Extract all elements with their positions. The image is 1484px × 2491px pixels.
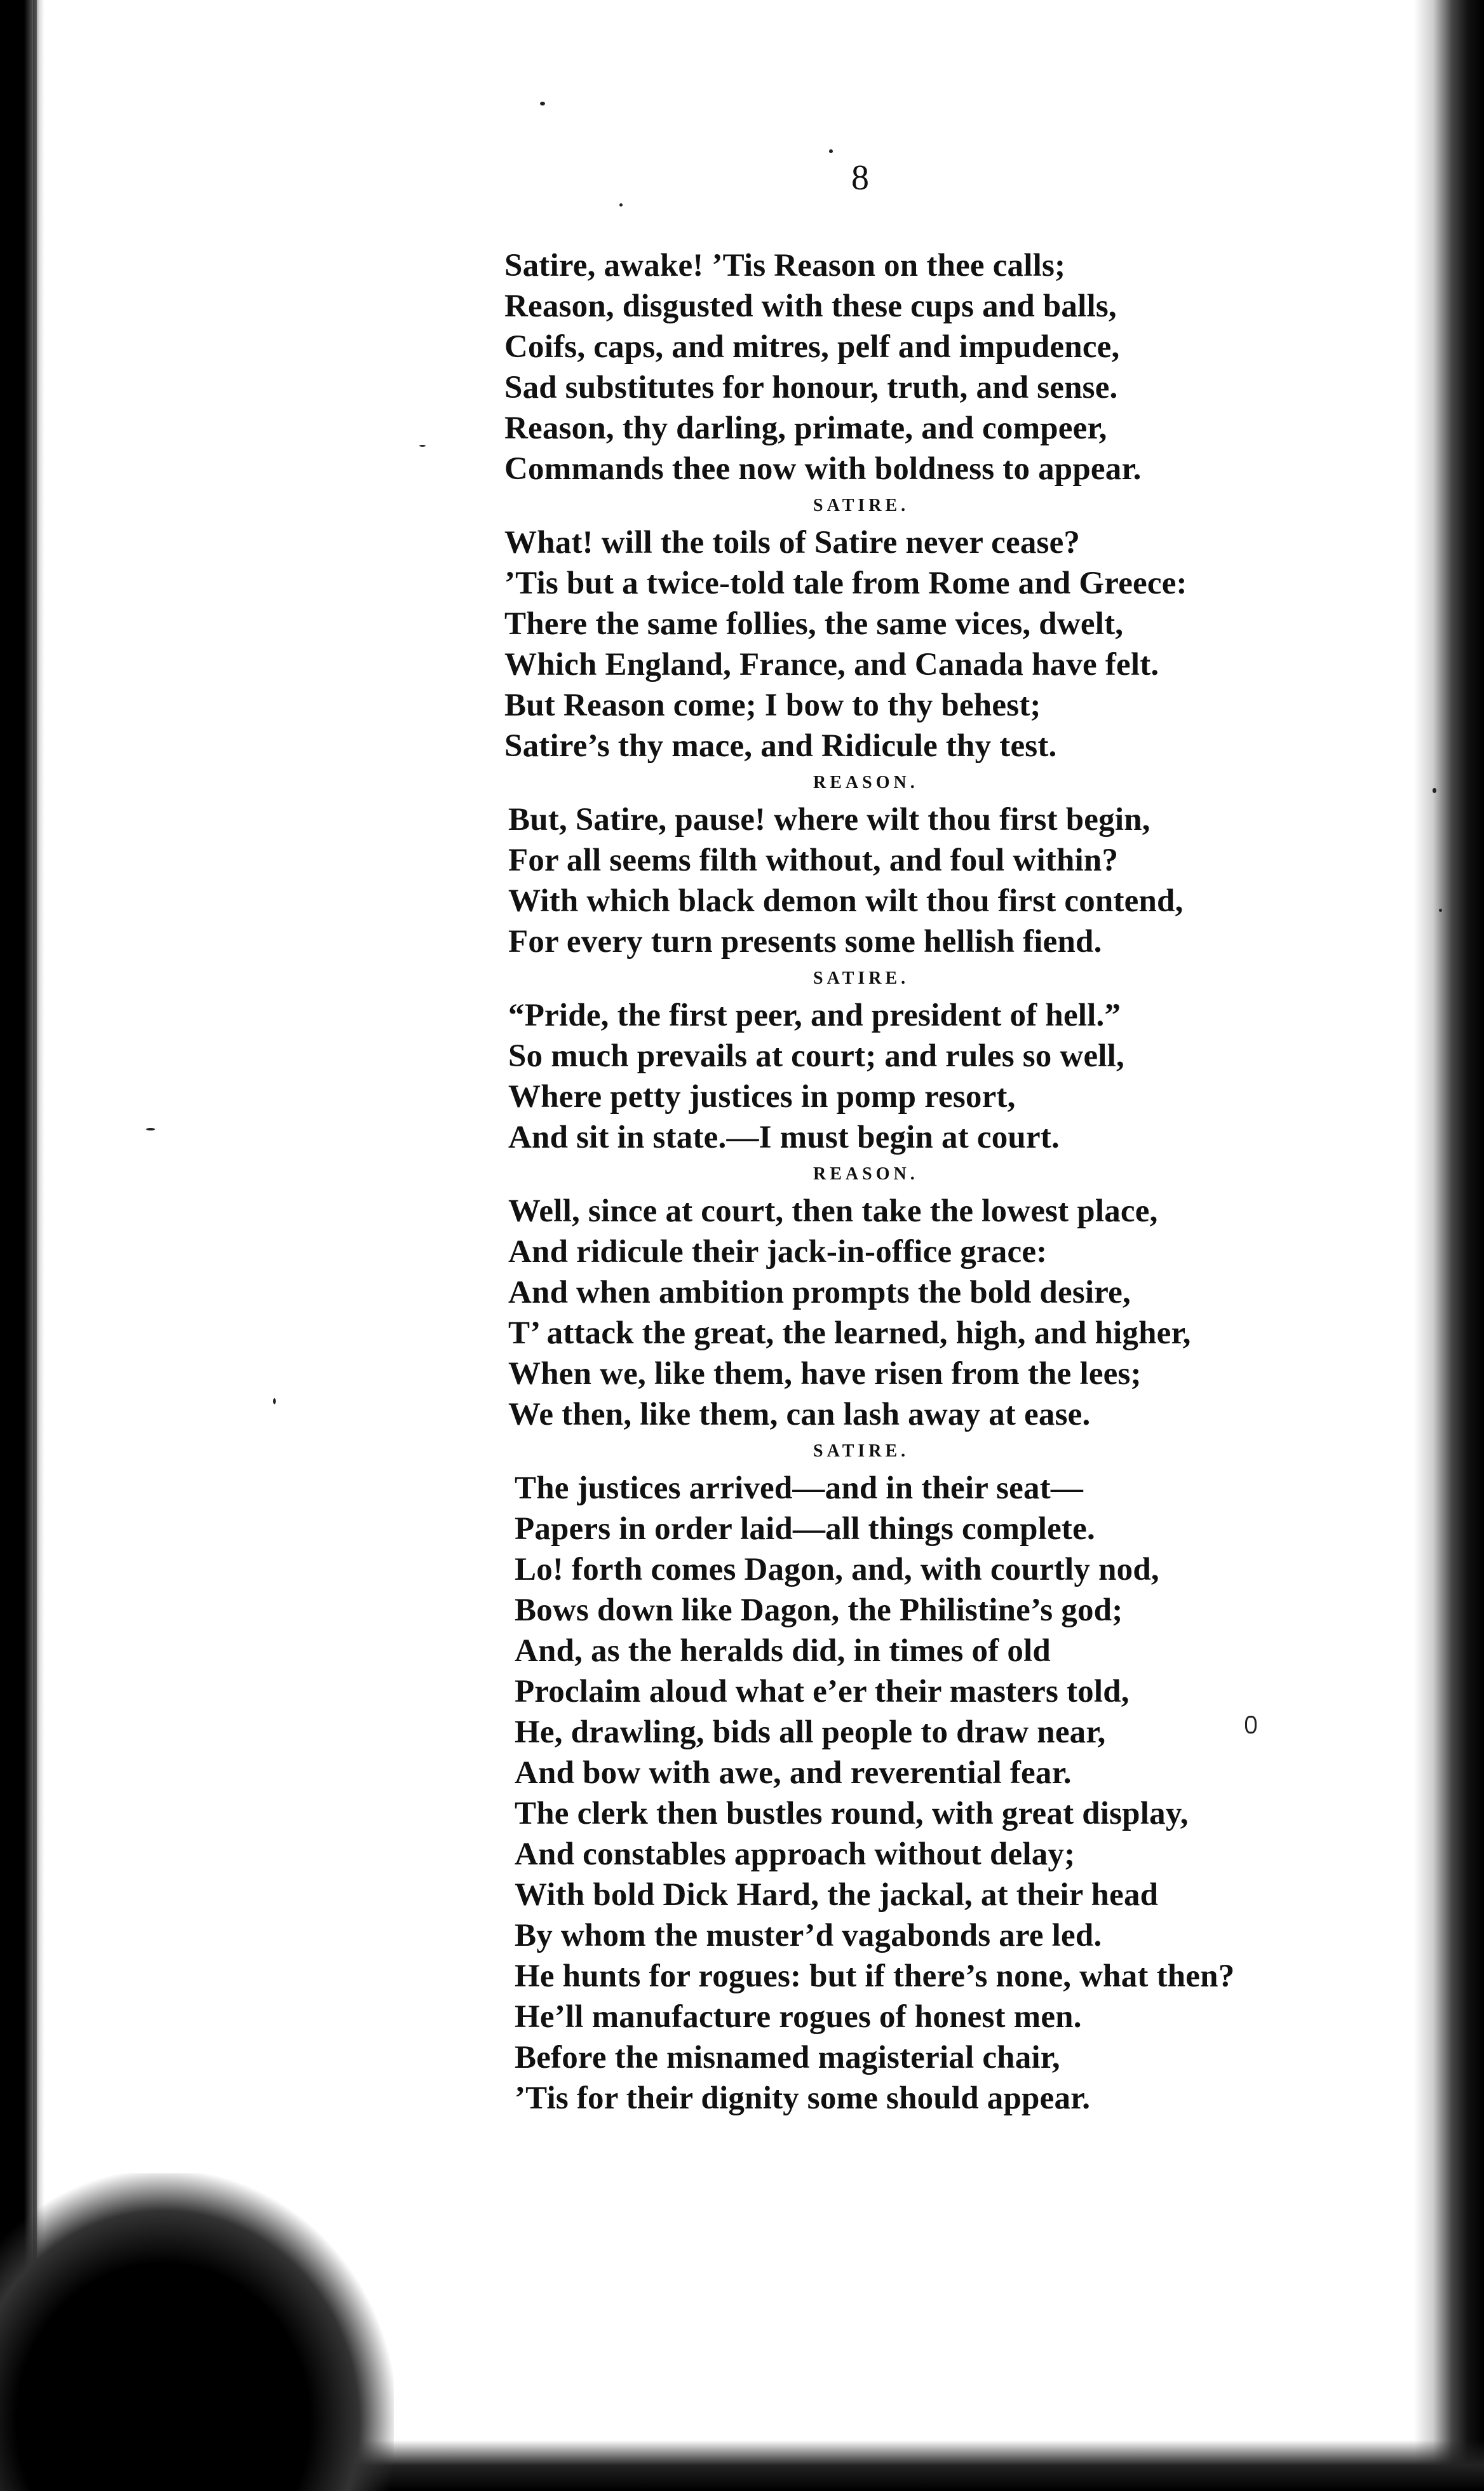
verse-line: T’ attack the great, the learned, high, and higher, bbox=[508, 1315, 1191, 1351]
dust-speck bbox=[146, 1128, 155, 1130]
dust-speck bbox=[273, 1398, 276, 1404]
binding-fold-line bbox=[33, 0, 37, 2491]
verse-line: And ridicule their jack-in-office grace: bbox=[508, 1234, 1048, 1270]
left-page-edge-shadow bbox=[0, 0, 44, 2491]
dust-speck bbox=[829, 149, 833, 153]
verse-line: Bows down like Dagon, the Philistine’s god; bbox=[515, 1592, 1123, 1628]
dust-speck bbox=[1439, 909, 1442, 912]
verse-line: Which England, France, and Canada have felt. bbox=[504, 647, 1159, 682]
right-page-edge-shadow bbox=[1414, 0, 1484, 2491]
verse-line: There the same follies, the same vices, dwelt, bbox=[504, 606, 1124, 642]
verse-line: What! will the toils of Satire never cease? bbox=[504, 525, 1081, 560]
verse-line: For all seems filth without, and foul within? bbox=[508, 843, 1119, 878]
verse-line: The justices arrived—and in their seat— bbox=[515, 1470, 1084, 1506]
verse-line: ’Tis for their dignity some should appear. bbox=[515, 2080, 1091, 2116]
speaker-heading: SATIRE. bbox=[813, 1441, 910, 1461]
dust-speck bbox=[619, 203, 623, 207]
verse-line: Where petty justices in pomp resort, bbox=[508, 1079, 1016, 1115]
verse-line: Well, since at court, then take the lowest place, bbox=[508, 1193, 1158, 1229]
verse-line: Proclaim aloud what e’er their masters told, bbox=[515, 1674, 1130, 1709]
verse-line: Satire’s thy mace, and Ridicule thy test. bbox=[504, 728, 1057, 764]
verse-line: We then, like them, can lash away at ease. bbox=[508, 1397, 1091, 1432]
thumb-shadow bbox=[0, 2173, 394, 2491]
dust-speck bbox=[419, 445, 426, 447]
page-number: 8 bbox=[851, 158, 869, 198]
verse-line: For every turn presents some hellish fiend. bbox=[508, 924, 1102, 960]
verse-line: Reason, disgusted with these cups and balls, bbox=[504, 288, 1117, 324]
verse-line: And constables approach without delay; bbox=[515, 1836, 1076, 1872]
speaker-heading: SATIRE. bbox=[813, 968, 910, 988]
verse-line: With which black demon wilt thou first contend, bbox=[508, 883, 1184, 919]
verse-line: He, drawling, bids all people to draw near, bbox=[515, 1714, 1106, 1750]
verse-line: And sit in state.—I must begin at court. bbox=[508, 1120, 1060, 1155]
dust-speck bbox=[540, 102, 545, 105]
verse-line: But, Satire, pause! where wilt thou first begin, bbox=[508, 802, 1150, 838]
poem-body bbox=[502, 245, 1391, 2119]
verse-line: With bold Dick Hard, the jackal, at their head bbox=[515, 1877, 1159, 1913]
verse-line: He’ll manufacture rogues of honest men. bbox=[515, 1999, 1082, 2035]
verse-line: Papers in order laid—all things complete. bbox=[515, 1511, 1095, 1547]
verse-line: Commands thee now with boldness to appear. bbox=[504, 451, 1142, 487]
verse-line: Before the misnamed magisterial chair, bbox=[515, 2040, 1060, 2075]
verse-line: And, as the heralds did, in times of old bbox=[515, 1633, 1051, 1669]
verse-line: So much prevails at court; and rules so well, bbox=[508, 1038, 1124, 1074]
speaker-heading: REASON. bbox=[813, 1164, 919, 1184]
verse-line: By whom the muster’d vagabonds are led. bbox=[515, 1918, 1102, 1953]
verse-line: “Pride, the first peer, and president of hell.” bbox=[508, 998, 1121, 1033]
verse-line: He hunts for rogues: but if there’s none, what then? bbox=[515, 1958, 1235, 1994]
speaker-heading: REASON. bbox=[813, 773, 919, 792]
dust-speck bbox=[1433, 788, 1436, 793]
verse-line: When we, like them, have risen from the lees; bbox=[508, 1356, 1142, 1392]
verse-line: The clerk then bustles round, with great display, bbox=[515, 1796, 1189, 1831]
verse-line: And bow with awe, and reverential fear. bbox=[515, 1755, 1072, 1791]
verse-line: Satire, awake! ’Tis Reason on thee calls; bbox=[504, 248, 1066, 283]
verse-line: Coifs, caps, and mitres, pelf and impudence, bbox=[504, 329, 1120, 365]
verse-line: Sad substitutes for honour, truth, and sense. bbox=[504, 370, 1118, 405]
verse-line: And when ambition prompts the bold desire, bbox=[508, 1275, 1131, 1310]
speaker-heading: SATIRE. bbox=[813, 496, 910, 515]
verse-line: Lo! forth comes Dagon, and, with courtly nod, bbox=[515, 1552, 1159, 1587]
verse-line: Reason, thy darling, primate, and compeer, bbox=[504, 411, 1107, 446]
verse-line: But Reason come; I bow to thy behest; bbox=[504, 688, 1041, 723]
verse-line: ’Tis but a twice-told tale from Rome and Greece: bbox=[504, 566, 1187, 601]
